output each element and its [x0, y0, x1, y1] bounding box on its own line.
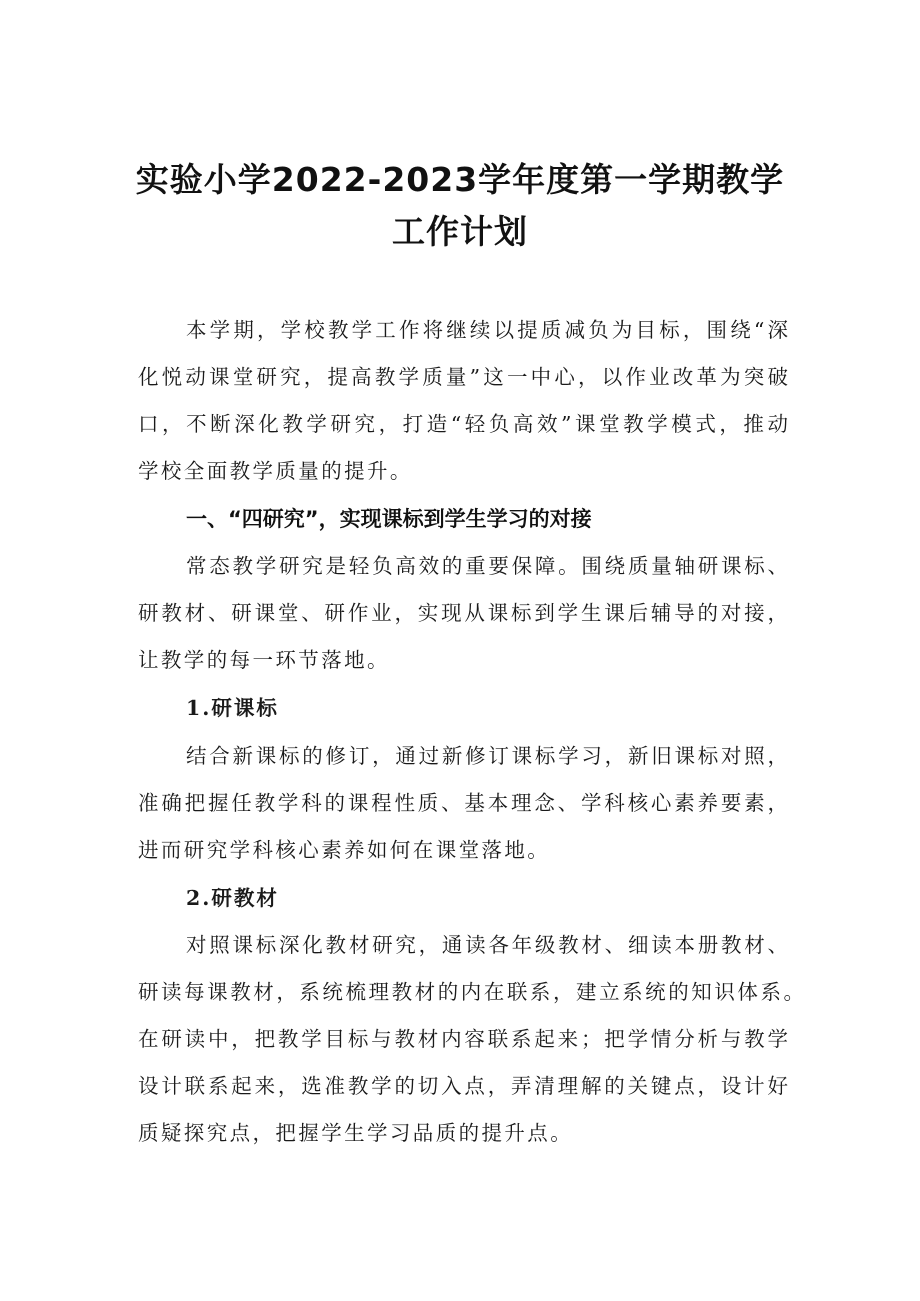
text-line: 口，不断深化教学研究，打造“轻负高效”课堂教学模式，推动: [138, 412, 788, 436]
text-line: 研读每课教材，系统梳理教材的内在联系，建立系统的知识体系。: [138, 980, 804, 1004]
document-title-line-2: 工作计划: [392, 212, 528, 251]
text-line: 设计联系起来，选准教学的切入点，弄清理解的关键点，设计好: [138, 1074, 788, 1098]
text-line: 学校全面教学质量的提升。: [138, 459, 413, 483]
text-line: 常态教学研究是轻负高效的重要保障。围绕质量轴研课标、: [186, 554, 788, 578]
text-line: 进而研究学科核心素养如何在课堂落地。: [138, 838, 551, 862]
text-line: 在研读中，把教学目标与教材内容联系起来；把学情分析与教学: [138, 1027, 788, 1051]
text-line: 研教材、研课堂、研作业，实现从课标到学生课后辅导的对接，: [138, 601, 788, 625]
section-heading: 一、“四研究”，实现课标到学生学习的对接: [186, 507, 592, 531]
text-line: 让教学的每一环节落地。: [138, 648, 390, 672]
text-line: 结合新课标的修订，通过新修订课标学习，新旧课标对照，: [186, 744, 788, 768]
text-line: 准确把握任教学科的课程性质、基本理念、学科核心素养要素，: [138, 791, 788, 815]
text-line: 质疑探究点，把握学生学习品质的提升点。: [138, 1121, 574, 1145]
subsection-heading: 1.研课标: [186, 696, 279, 720]
text-line: 化悦动课堂研究，提高教学质量”这一中心，以作业改革为突破: [138, 365, 788, 389]
document-title-line-1: 实验小学2022-2023学年度第一学期教学: [135, 160, 785, 199]
subsection-heading: 2.研教材: [186, 886, 279, 910]
text-line: 对照课标深化教材研究，通读各年级教材、细读本册教材、: [186, 933, 788, 957]
text-line: 本学期，学校教学工作将继续以提质减负为目标，围绕“深: [186, 318, 788, 342]
